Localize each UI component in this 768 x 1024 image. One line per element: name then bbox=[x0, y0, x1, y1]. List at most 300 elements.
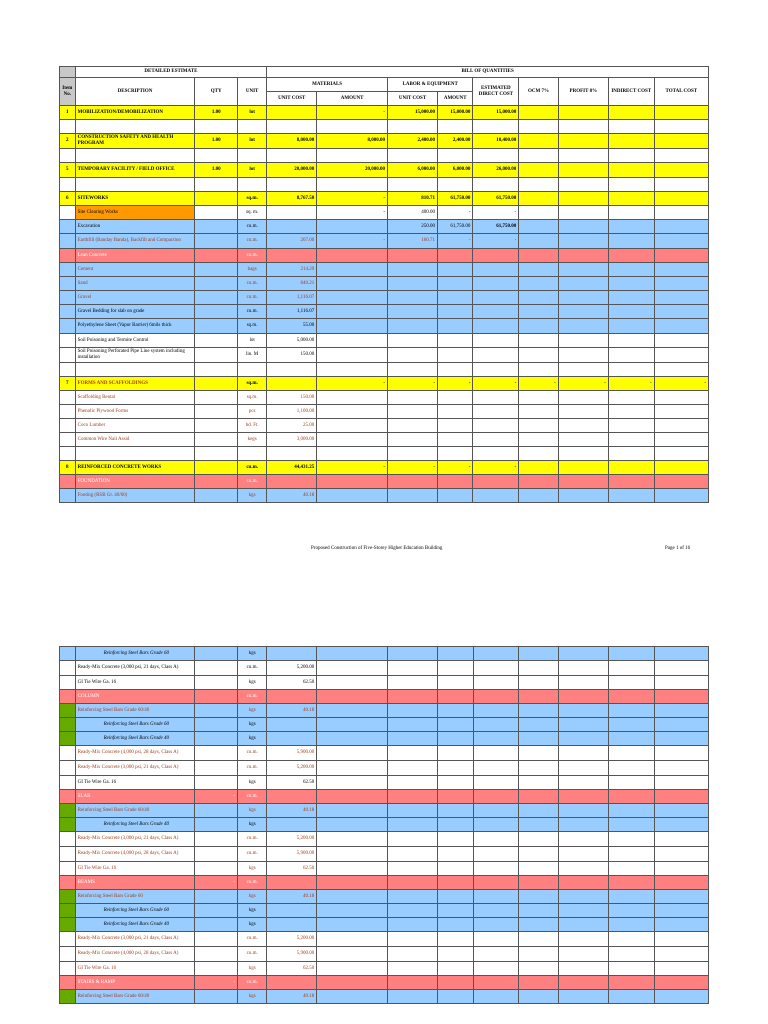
cell-empty bbox=[608, 932, 654, 947]
table-row bbox=[60, 206, 709, 220]
cell-empty bbox=[473, 647, 519, 661]
cell-qty bbox=[195, 433, 238, 447]
cell-indirect-cost bbox=[608, 163, 654, 178]
table-row bbox=[60, 932, 709, 947]
cell-description: Ready-Mix Concrete (3,000 psi, 21 days, Class A) bbox=[75, 761, 195, 776]
cell-profit bbox=[558, 220, 608, 234]
footer-project: Proposed Construction of Five-Storey Higher Education Building bbox=[311, 546, 443, 551]
cell-direct-cost bbox=[473, 319, 519, 334]
cell-empty bbox=[473, 862, 519, 876]
cell-qty bbox=[195, 704, 238, 718]
cell-material-unit-cost: 8,767.50 bbox=[267, 192, 317, 206]
table-row bbox=[60, 718, 709, 732]
cell-item-no bbox=[60, 918, 76, 932]
cell-material-unit-cost: 5,900.00 bbox=[267, 947, 317, 962]
cell-unit: kgs bbox=[238, 818, 267, 832]
cell-item-no bbox=[60, 120, 76, 134]
cell-empty bbox=[654, 647, 708, 661]
cell-description: Soil Poisoning and Termite Control bbox=[75, 334, 195, 348]
table-row bbox=[60, 305, 709, 319]
cell-profit bbox=[558, 134, 608, 149]
cell-item-no bbox=[60, 704, 76, 718]
cell-unit: sq.m. bbox=[238, 192, 267, 206]
cell-empty bbox=[438, 647, 473, 661]
cell-ocm bbox=[519, 363, 559, 377]
cell-unit: cu.m. bbox=[238, 277, 267, 291]
cell-description: SITEWORKS bbox=[75, 192, 195, 206]
cell-indirect-cost bbox=[608, 263, 654, 277]
cell-description: GI Tie Wire Ga. 16 bbox=[75, 962, 195, 976]
cell-empty bbox=[519, 876, 559, 890]
cell-empty bbox=[519, 647, 559, 661]
cell-empty bbox=[473, 876, 519, 890]
cell-unit: lot bbox=[238, 163, 267, 178]
cell-unit: sq.m. bbox=[238, 377, 267, 391]
cell-empty bbox=[388, 918, 438, 932]
cell-material-unit-cost: 8,000.00 bbox=[267, 134, 317, 149]
cell-empty bbox=[654, 862, 708, 876]
table-row bbox=[60, 776, 709, 790]
cell-material-unit-cost bbox=[267, 206, 317, 220]
cell-labor-amount bbox=[438, 433, 473, 447]
cell-empty bbox=[473, 962, 519, 976]
cell-description: COLUMN bbox=[75, 690, 195, 704]
cell-labor-amount bbox=[438, 305, 473, 319]
cell-qty bbox=[195, 405, 238, 419]
cell-qty bbox=[195, 447, 238, 461]
cell-empty bbox=[473, 804, 519, 818]
cell-material-unit-cost bbox=[267, 818, 317, 832]
cell-qty: 1.00 bbox=[195, 106, 238, 120]
table-row bbox=[60, 732, 709, 746]
cell-labor-unit-cost bbox=[388, 419, 438, 433]
cell-ocm bbox=[519, 391, 559, 405]
cell-description: Cement bbox=[75, 263, 195, 277]
cell-unit: cu.m. bbox=[238, 832, 267, 847]
cell-empty bbox=[388, 732, 438, 746]
cell-empty bbox=[654, 847, 708, 862]
cell-empty bbox=[317, 832, 388, 847]
cell-unit bbox=[238, 363, 267, 377]
cell-indirect-cost bbox=[608, 489, 654, 503]
cell-ocm bbox=[519, 277, 559, 291]
cell-empty bbox=[654, 832, 708, 847]
cell-material-amount bbox=[317, 405, 388, 419]
cell-description: GI Tie Wire Ga. 16 bbox=[75, 862, 195, 876]
cell-labor-amount bbox=[438, 291, 473, 305]
cell-material-amount bbox=[317, 220, 388, 234]
cell-empty bbox=[473, 832, 519, 847]
cell-labor-unit-cost bbox=[388, 334, 438, 348]
cell-item-no bbox=[60, 990, 76, 1004]
table-row bbox=[60, 876, 709, 890]
cell-empty bbox=[317, 776, 388, 790]
table-row bbox=[60, 319, 709, 334]
cell-item-no bbox=[60, 847, 76, 862]
cell-empty bbox=[388, 962, 438, 976]
cell-labor-amount: 6,000.00 bbox=[438, 163, 473, 178]
cell-profit bbox=[558, 419, 608, 433]
cell-empty bbox=[519, 847, 559, 862]
cell-item-no bbox=[60, 433, 76, 447]
cell-description: Lean Concrete bbox=[75, 249, 195, 263]
cell-description: Scaffolding Rental bbox=[75, 391, 195, 405]
cell-unit: cu.m. bbox=[238, 461, 267, 475]
description-header: DESCRIPTION bbox=[75, 78, 195, 106]
cell-item-no bbox=[60, 277, 76, 291]
labor-unit-cost-header: UNIT COST bbox=[388, 92, 438, 106]
cell-qty bbox=[195, 475, 238, 489]
table-row bbox=[60, 134, 709, 149]
cell-labor-amount: - bbox=[438, 206, 473, 220]
cell-description: STAIRS & RAMP bbox=[75, 976, 195, 990]
cell-empty bbox=[438, 890, 473, 904]
cell-item-no bbox=[60, 862, 76, 876]
cell-description: Polyethylene Sheet (Vapor Barrier) 6mils thick bbox=[75, 319, 195, 334]
cell-material-unit-cost bbox=[267, 690, 317, 704]
cell-labor-unit-cost bbox=[388, 405, 438, 419]
cell-empty bbox=[388, 904, 438, 918]
cell-material-unit-cost: 1,100.00 bbox=[267, 405, 317, 419]
cell-material-amount: - bbox=[317, 461, 388, 475]
cell-labor-unit-cost: 400.00 bbox=[388, 206, 438, 220]
table-row bbox=[60, 647, 709, 661]
cell-empty bbox=[519, 718, 559, 732]
table-row bbox=[60, 918, 709, 932]
cell-material-amount bbox=[317, 178, 388, 192]
cell-material-amount: 20,000.00 bbox=[317, 163, 388, 178]
cell-empty bbox=[558, 690, 608, 704]
cell-empty bbox=[317, 862, 388, 876]
cell-description: Ready-Mix Concrete (3,000 psi, 21 days, Class A) bbox=[75, 932, 195, 947]
cell-profit bbox=[558, 363, 608, 377]
cell-empty bbox=[473, 847, 519, 862]
cell-empty bbox=[558, 962, 608, 976]
cell-indirect-cost bbox=[608, 149, 654, 163]
cell-item-no: 2 bbox=[60, 134, 76, 149]
cell-description: Ready-Mix Concrete (4,000 psi, 28 days, Class A) bbox=[75, 947, 195, 962]
cell-total-cost bbox=[654, 319, 708, 334]
cell-description bbox=[75, 363, 195, 377]
cell-labor-unit-cost: 160.71 bbox=[388, 234, 438, 249]
cell-description: Soil Poisoning Perforated Pipe Line system including installation bbox=[75, 348, 195, 363]
cell-profit bbox=[558, 163, 608, 178]
cell-material-amount bbox=[317, 489, 388, 503]
cell-empty bbox=[654, 776, 708, 790]
cell-unit: cu.m. bbox=[238, 234, 267, 249]
cell-empty bbox=[388, 862, 438, 876]
cell-labor-unit-cost: 6,000.00 bbox=[388, 163, 438, 178]
cell-description: Reinforcing Steel Bars Grade 60 bbox=[75, 647, 195, 661]
cell-material-amount bbox=[317, 433, 388, 447]
cell-empty bbox=[608, 790, 654, 804]
cell-empty bbox=[608, 718, 654, 732]
cell-labor-amount: - bbox=[438, 461, 473, 475]
cell-item-no bbox=[60, 419, 76, 433]
cell-description: Ready-Mix Concrete (3,000 psi, 21 days, Class A) bbox=[75, 832, 195, 847]
cell-empty bbox=[519, 976, 559, 990]
cell-empty bbox=[388, 761, 438, 776]
cell-empty bbox=[519, 661, 559, 676]
cell-qty: 1.00 bbox=[195, 134, 238, 149]
table-row bbox=[60, 234, 709, 249]
cell-ocm bbox=[519, 319, 559, 334]
cell-empty bbox=[317, 704, 388, 718]
cell-material-amount bbox=[317, 475, 388, 489]
cell-unit: cu.m. bbox=[238, 661, 267, 676]
cell-material-amount: - bbox=[317, 192, 388, 206]
cell-direct-cost: 10,400.00 bbox=[473, 134, 519, 149]
cell-indirect-cost bbox=[608, 234, 654, 249]
cell-empty bbox=[654, 904, 708, 918]
cell-item-no bbox=[60, 305, 76, 319]
cell-ocm bbox=[519, 220, 559, 234]
cell-description bbox=[75, 149, 195, 163]
cell-empty bbox=[473, 890, 519, 904]
cell-labor-amount bbox=[438, 120, 473, 134]
table-row bbox=[60, 890, 709, 904]
cell-item-no bbox=[60, 334, 76, 348]
cell-ocm bbox=[519, 192, 559, 206]
cell-unit: bags bbox=[238, 263, 267, 277]
cell-empty bbox=[654, 918, 708, 932]
cell-profit bbox=[558, 206, 608, 220]
cell-empty bbox=[317, 676, 388, 690]
cell-empty bbox=[608, 690, 654, 704]
indirect-cost-header: INDIRECT COST bbox=[608, 78, 654, 106]
cell-direct-cost bbox=[473, 120, 519, 134]
cell-empty bbox=[519, 746, 559, 761]
cell-total-cost bbox=[654, 405, 708, 419]
cell-description: TEMPORARY FACILITY / FIELD OFFICE bbox=[75, 163, 195, 178]
cell-item-no: 5 bbox=[60, 163, 76, 178]
cell-profit bbox=[558, 447, 608, 461]
cell-empty bbox=[473, 732, 519, 746]
cell-material-unit-cost bbox=[267, 790, 317, 804]
cell-unit: kgs bbox=[238, 647, 267, 661]
cell-description: Gravel Bedding for slab on grade bbox=[75, 305, 195, 319]
cell-ocm bbox=[519, 489, 559, 503]
cell-empty bbox=[317, 804, 388, 818]
cell-unit: sq.m. bbox=[238, 319, 267, 334]
cell-qty bbox=[195, 776, 238, 790]
labor-amount-header: AMOUNT bbox=[438, 92, 473, 106]
cell-qty bbox=[195, 647, 238, 661]
cell-indirect-cost bbox=[608, 348, 654, 363]
cell-qty bbox=[195, 391, 238, 405]
cell-qty bbox=[195, 890, 238, 904]
cell-material-unit-cost: 5,000.00 bbox=[267, 334, 317, 348]
cell-qty bbox=[195, 732, 238, 746]
cell-empty bbox=[438, 962, 473, 976]
cell-qty bbox=[195, 319, 238, 334]
table-row bbox=[60, 947, 709, 962]
cell-indirect-cost: - bbox=[608, 377, 654, 391]
cell-total-cost bbox=[654, 348, 708, 363]
cell-empty bbox=[654, 890, 708, 904]
cell-item-no: 8 bbox=[60, 461, 76, 475]
cell-empty bbox=[473, 690, 519, 704]
cell-unit: pcs bbox=[238, 405, 267, 419]
cell-ocm bbox=[519, 419, 559, 433]
cell-direct-cost bbox=[473, 277, 519, 291]
cell-unit: kgs bbox=[238, 804, 267, 818]
item-no-header: Item No. bbox=[60, 78, 76, 106]
cell-profit bbox=[558, 291, 608, 305]
cell-total-cost bbox=[654, 334, 708, 348]
cell-item-no bbox=[60, 263, 76, 277]
cell-empty bbox=[438, 804, 473, 818]
cell-item-no bbox=[60, 647, 76, 661]
cell-empty bbox=[317, 962, 388, 976]
cell-description: Reinforcing Steel Bars Grade 40 bbox=[75, 818, 195, 832]
cell-item-no bbox=[60, 391, 76, 405]
cell-labor-amount: - bbox=[438, 234, 473, 249]
cell-unit: sq. m. bbox=[238, 206, 267, 220]
cell-description: Excavation bbox=[75, 220, 195, 234]
cell-item-no bbox=[60, 149, 76, 163]
cell-description: Reinforcing Steel Bars Grade 60 bbox=[75, 904, 195, 918]
cell-unit: kgs bbox=[238, 918, 267, 932]
cell-material-amount bbox=[317, 291, 388, 305]
cell-material-unit-cost: 20,000.00 bbox=[267, 163, 317, 178]
cell-qty bbox=[195, 234, 238, 249]
cell-profit bbox=[558, 234, 608, 249]
cell-profit bbox=[558, 249, 608, 263]
cell-material-unit-cost bbox=[267, 718, 317, 732]
cell-empty bbox=[558, 804, 608, 818]
cell-indirect-cost bbox=[608, 433, 654, 447]
cell-profit bbox=[558, 149, 608, 163]
cell-empty bbox=[388, 746, 438, 761]
spacer-row bbox=[60, 363, 709, 377]
cell-material-unit-cost bbox=[267, 178, 317, 192]
cell-labor-amount bbox=[438, 348, 473, 363]
cell-total-cost bbox=[654, 149, 708, 163]
cell-indirect-cost bbox=[608, 120, 654, 134]
cell-material-amount bbox=[317, 249, 388, 263]
table-row bbox=[60, 475, 709, 489]
cell-empty bbox=[473, 676, 519, 690]
cell-ocm bbox=[519, 234, 559, 249]
cell-material-amount bbox=[317, 120, 388, 134]
cell-empty bbox=[388, 932, 438, 947]
cell-material-unit-cost bbox=[267, 976, 317, 990]
cell-empty bbox=[473, 776, 519, 790]
cell-empty bbox=[317, 690, 388, 704]
cell-empty bbox=[608, 990, 654, 1004]
cell-qty bbox=[195, 178, 238, 192]
cell-item-no bbox=[60, 363, 76, 377]
cell-unit bbox=[238, 178, 267, 192]
cell-labor-unit-cost bbox=[388, 291, 438, 305]
cell-empty bbox=[388, 661, 438, 676]
cell-qty bbox=[195, 676, 238, 690]
cell-labor-unit-cost bbox=[388, 391, 438, 405]
cell-empty bbox=[558, 746, 608, 761]
cell-indirect-cost bbox=[608, 334, 654, 348]
cell-unit: kgs bbox=[238, 676, 267, 690]
cell-empty bbox=[317, 904, 388, 918]
cell-material-unit-cost bbox=[267, 377, 317, 391]
ocm-header: OCM 7% bbox=[519, 78, 559, 106]
cell-description: FORMS AND SCAFFOLDINGS bbox=[75, 377, 195, 391]
cell-ocm bbox=[519, 149, 559, 163]
cell-item-no bbox=[60, 661, 76, 676]
cell-qty bbox=[195, 932, 238, 947]
cell-material-unit-cost: 62.50 bbox=[267, 862, 317, 876]
cell-qty: - bbox=[195, 876, 238, 890]
cell-material-unit-cost: 840.21 bbox=[267, 277, 317, 291]
cell-labor-unit-cost bbox=[388, 277, 438, 291]
cell-description: Earthfill (Banday Banda), Backfill and Compaction bbox=[75, 234, 195, 249]
cell-indirect-cost bbox=[608, 391, 654, 405]
cell-direct-cost bbox=[473, 249, 519, 263]
cell-item-no bbox=[60, 947, 76, 962]
cell-profit: - bbox=[558, 377, 608, 391]
cell-material-amount: - bbox=[317, 234, 388, 249]
cell-total-cost bbox=[654, 120, 708, 134]
cell-item-no bbox=[60, 818, 76, 832]
cell-profit bbox=[558, 120, 608, 134]
cell-empty bbox=[519, 676, 559, 690]
cell-profit bbox=[558, 106, 608, 120]
cell-empty bbox=[608, 704, 654, 718]
cell-empty bbox=[654, 690, 708, 704]
cell-qty bbox=[195, 904, 238, 918]
cell-empty bbox=[388, 704, 438, 718]
cell-unit: cu.m. bbox=[238, 761, 267, 776]
cell-empty bbox=[608, 732, 654, 746]
cell-material-unit-cost: 5,200.00 bbox=[267, 832, 317, 847]
cell-unit: cu.m. bbox=[238, 220, 267, 234]
cell-unit: cu.m. bbox=[238, 847, 267, 862]
cell-empty bbox=[519, 918, 559, 932]
cell-empty bbox=[608, 962, 654, 976]
cell-total-cost bbox=[654, 106, 708, 120]
cell-material-amount: - bbox=[317, 377, 388, 391]
cell-empty bbox=[473, 976, 519, 990]
cell-description: Reinforcing Steel Bars Grade 60/40 bbox=[75, 704, 195, 718]
cell-unit: cu.m. bbox=[238, 790, 267, 804]
cell-item-no bbox=[60, 962, 76, 976]
cell-qty bbox=[195, 419, 238, 433]
cell-ocm bbox=[519, 405, 559, 419]
cell-item-no bbox=[60, 447, 76, 461]
cell-material-unit-cost bbox=[267, 732, 317, 746]
cell-unit bbox=[238, 447, 267, 461]
cell-direct-cost bbox=[473, 433, 519, 447]
table-row bbox=[60, 391, 709, 405]
cell-description bbox=[75, 120, 195, 134]
bill-of-quantities-heading: BILL OF QUANTITIES bbox=[267, 67, 709, 78]
cell-empty bbox=[438, 690, 473, 704]
cell-qty: 1.00 bbox=[195, 163, 238, 178]
cell-total-cost bbox=[654, 433, 708, 447]
cell-direct-cost bbox=[473, 419, 519, 433]
table-row bbox=[60, 419, 709, 433]
table-row bbox=[60, 962, 709, 976]
cell-direct-cost bbox=[473, 475, 519, 489]
cell-labor-unit-cost bbox=[388, 363, 438, 377]
cell-description: Sand bbox=[75, 277, 195, 291]
cell-item-no bbox=[60, 319, 76, 334]
cell-total-cost bbox=[654, 234, 708, 249]
cell-item-no bbox=[60, 732, 76, 746]
cell-qty bbox=[195, 661, 238, 676]
cell-indirect-cost bbox=[608, 106, 654, 120]
cell-ocm bbox=[519, 163, 559, 178]
